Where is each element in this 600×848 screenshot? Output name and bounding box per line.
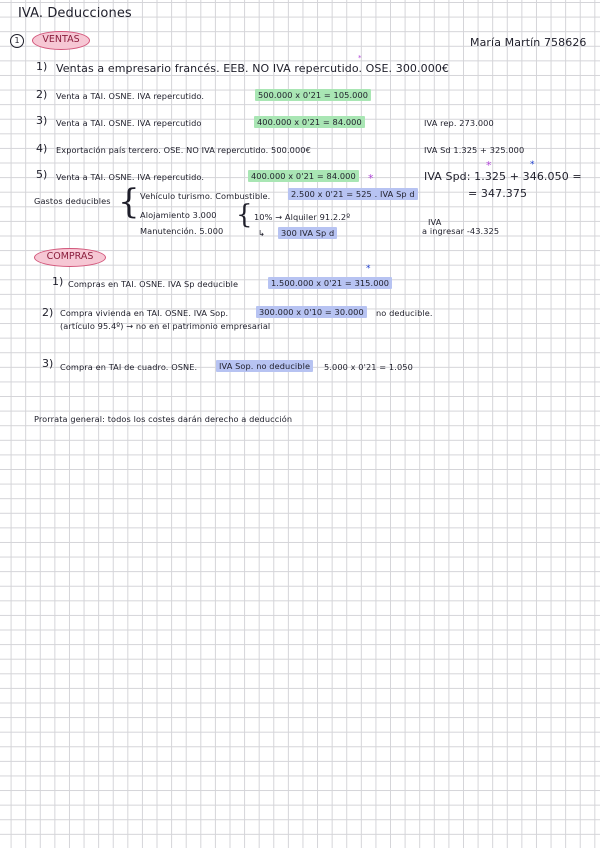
iva-spd-result: = 347.375 (468, 187, 528, 200)
iva-calculation-highlight: 400.000 x 0'21 = 84.000 (254, 116, 365, 128)
arrow-icon: ↳ (258, 228, 265, 238)
asterisk-marker-icon: * (530, 160, 535, 170)
compras-heading: COMPRAS (34, 248, 106, 267)
item-text: Compra en TAI de cuadro. OSNE. (60, 362, 198, 372)
item-suffix: no deducible. (376, 308, 433, 318)
gasto-vehiculo: Vehículo turismo. Combustible. (140, 191, 271, 201)
asterisk-marker-icon: * (366, 264, 371, 274)
gastos-label: Gastos deducibles (34, 196, 111, 206)
asterisk-marker-icon: * (486, 159, 492, 172)
gasto-vehiculo-highlight: 2.500 x 0'21 = 525 . IVA Sp d (288, 188, 418, 200)
item-text: Exportación país tercero. OSE. NO IVA repercutido. 500.000€ (56, 145, 311, 155)
prorrata-note: Prorrata general: todos los costes darán derecho a deducción (34, 414, 293, 424)
iva-calculation-highlight: 1.500.000 x 0'21 = 315.000 (268, 277, 392, 289)
item-number: 1) (52, 275, 64, 288)
gasto-manutencion: Manutención. 5.000 (140, 226, 224, 236)
asterisk-marker-icon: * (358, 54, 362, 62)
a-ingresar: a ingresar -43.325 (422, 226, 500, 236)
item-text: Venta a TAI. OSNE. IVA repercutido. (56, 91, 205, 101)
ventas-heading: VENTAS (32, 31, 90, 50)
iva-calculation-highlight: 300.000 x 0'10 = 30.000 (256, 306, 367, 318)
item-text: Compra vivienda en TAI. OSNE. IVA Sop. (60, 308, 229, 318)
item-number: 4) (36, 142, 48, 155)
author-name: María Martín 758626 (470, 36, 587, 49)
iva-calculation-highlight: 500.000 x 0'21 = 105.000 (255, 89, 371, 101)
item-number: 2) (36, 88, 48, 101)
item-text: Ventas a empresario francés. EEB. NO IVA repercutido. OSE. 300.000€ (56, 62, 450, 75)
item-suffix: 5.000 x 0'21 = 1.050 (324, 362, 413, 372)
page-title: IVA. Deducciones (18, 6, 132, 21)
iva-calculation-highlight: 400.000 x 0'21 = 84.000 (248, 170, 359, 182)
item-text: Venta a TAI. OSNE. IVA repercutido (56, 118, 202, 128)
asterisk-marker-icon: * (368, 172, 374, 185)
item-note: (artículo 95.4º) → no en el patrimonio empresarial (60, 321, 271, 331)
iva-label: IVA (428, 217, 442, 227)
iva-soportado-deducible: IVA Sd 1.325 + 325.000 (424, 145, 525, 155)
item-number: 3) (42, 357, 54, 370)
brace-icon: { (118, 182, 140, 222)
item-text: Compras en TAI. OSNE. IVA Sp deducible (68, 279, 239, 289)
item-number: 2) (42, 306, 54, 319)
item-number: 5) (36, 168, 48, 181)
gasto-alojamiento: Alojamiento 3.000 (140, 210, 217, 220)
section-number: 1 (10, 34, 24, 48)
gasto-manutencion-highlight: 300 IVA Sp d (278, 227, 337, 239)
item-number: 1) (36, 60, 48, 73)
item-number: 3) (36, 114, 48, 127)
iva-no-deducible-highlight: IVA Sop. no deducible (216, 360, 313, 372)
item-text: Venta a TAI. OSNE. IVA repercutido. (56, 172, 205, 182)
iva-repercutido-total: IVA rep. 273.000 (424, 118, 494, 128)
alojamiento-note: 10% → Alquiler 91.2.2º (254, 212, 351, 222)
brace-icon: { (236, 200, 253, 230)
iva-spd-sum: IVA Spd: 1.325 + 346.050 = (424, 170, 582, 183)
